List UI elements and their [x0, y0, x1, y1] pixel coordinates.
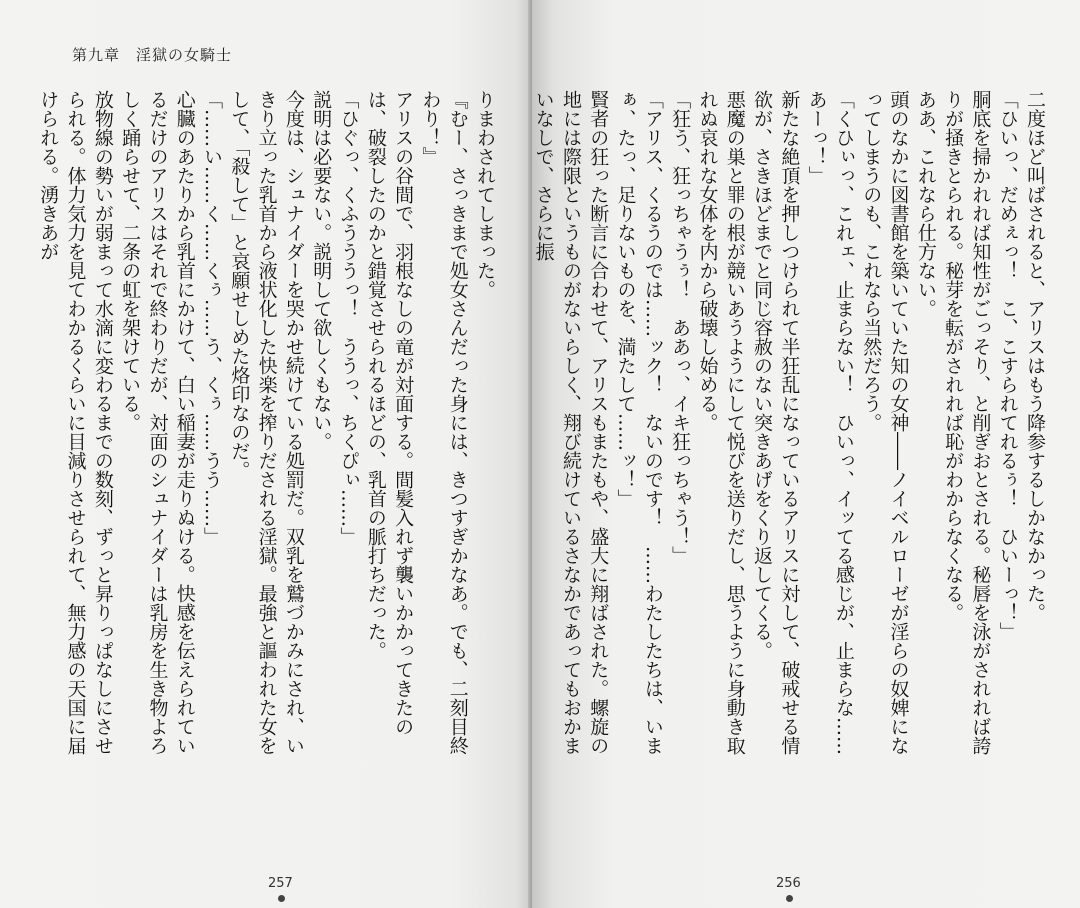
paragraph: 賢者の狂った断言に合わせて、アリスもまたもや、盛大に翔ばされた。螺旋の地には際限というものがないらしく、翔び続けているさなかであってもおかまいなしで、さらに振: [532, 90, 610, 755]
left-page-body: [37, 90, 498, 755]
paragraph: 『むー、さっきまで処女さんだった身には、きつすぎかなあ。でも、二刻目終わり！』: [419, 90, 469, 755]
paragraph: 胴底を掃かれれば知性がごっそり、と削ぎおとされる。秘唇を泳がされれば誇りが掻きとられる。秘芽を転がされれば恥がわからなくなる。: [942, 90, 992, 755]
paragraph: 放物線の勢いが弱まって水滴に変わるまでの数刻、ずっと昇りっぱなしにさせられる。体力気力を見てわかるくらいに目減りさせられて、無力感の天国に届けられる。湧きあが: [37, 90, 114, 755]
paragraph: 「ひいっ、だめぇっ！ こ、こすられてれるぅ！ ひいーっ！」: [996, 90, 1019, 641]
page-dot-marker: [278, 895, 285, 902]
paragraph: 頭のなかに図書館を築いていた知の女神――ノイベルローゼが淫らの奴婢になってしまうのも、これなら当然だろう。: [860, 90, 910, 755]
paragraph: 悪魔の巣と罪の根が競いあうようにして悦びを送りだし、思うように身動き取れぬ哀れな女体を内から破壊し始める。: [696, 90, 746, 755]
chapter-header: 第九章 淫獄の女騎士: [72, 46, 233, 64]
paragraph: ああ、これなら仕方ない。: [914, 90, 937, 318]
paragraph: 「狂う、狂っちゃうぅ！ ああっ、イキ狂っちゃう！」: [669, 90, 692, 565]
page-dot-marker: [786, 895, 793, 902]
page-number: 257: [268, 876, 293, 891]
paragraph: 「ひぐっ、くふうううっ！ ううっ、ちくぴぃ……」: [337, 90, 360, 546]
paragraph: りまわされてしまった。: [474, 90, 496, 299]
right-page-body: [532, 90, 1048, 755]
paragraph: 新たな絶頂を押しつけられて半狂乱になっているアリスに対して、破戒せる情欲が、さきほどまでと同じ容赦のない突きあげをくり返してくる。: [751, 90, 801, 755]
paragraph: 「……い……く……くぅ……う、くぅ……うう……」: [201, 90, 224, 546]
paragraph: 「くひぃっ、これェ、止まらない！ ひいっ、イッてる感じが、止まらな……あーっ！」: [805, 90, 855, 755]
right-page: [532, 0, 1080, 908]
page-number: 256: [776, 876, 801, 891]
paragraph: 心臓のあたりから乳首にかけて、白い稲妻が走りぬける。快感を伝えられているだけのアリスはそれで終わりだが、対面のシュナイダーは乳房を生き物よろしく踊らせて、二条の虹を架けている。: [119, 90, 196, 755]
paragraph: 「アリス、くるうのでは……ック！ ないのです！ ……わたしたちは、いまぁ、たっ、足りないものを、満たして……ッ！」: [614, 90, 664, 755]
paragraph: 説明は必要ない。説明して欲しくもない。: [310, 90, 333, 451]
paragraph: 今度は、シュナイダーを哭かせ続けている処罰だ。双乳を鷲づかみにされ、いきり立った乳首から液状化した快楽を搾りだされる淫獄。最強と謳われた女をして、「殺して」と哀願せしめた烙印なのだ。: [228, 90, 305, 755]
paragraph: アリスの谷間で、羽根なしの竜が対面する。間髪入れず襲いかかってきたのは、破裂したのかと錯覚させられるほどの、乳首の脈打ちだった。: [364, 90, 415, 736]
paragraph: 二度ほど叫ばされると、アリスはもう降参するしかなかった。: [1024, 90, 1046, 622]
left-page: [0, 0, 532, 908]
